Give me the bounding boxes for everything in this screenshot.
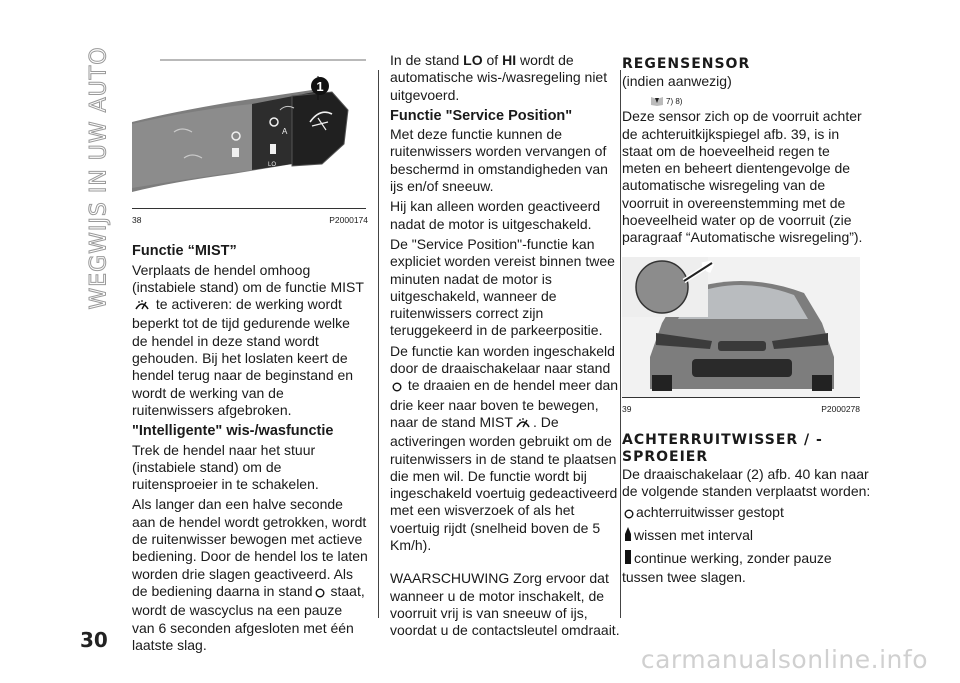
- text: In de stand: [390, 52, 464, 68]
- text: De functie kan worden ingeschakeld door de draaischakelaar naar stand: [390, 342, 615, 377]
- paragraph: De "Service Position"-functie kan expliciet worden vereist binnen twee minuten nadat de motor is uitgeschakeld, wanneer de ruitenwissers correct zijn teruggekeerd in de parkeerpositie.: [390, 235, 615, 339]
- text: wordt de automatische wis-/wasregeling niet uitgevoerd.: [390, 52, 608, 103]
- text: te draaien en de hendel meer dan drie keer naar boven te bewegen, naar de stand MIST: [390, 377, 619, 430]
- wiper-stalk-illustration: [132, 52, 366, 202]
- interval-bar-icon: [624, 526, 632, 546]
- page-number: 30: [80, 628, 108, 652]
- text: Als langer dan een halve seconde aan de hendel wordt getrokken, wordt de ruitenwisser bewogen met actieve bediening. Door de hendel los te laten worden drie slagen geactiveerd. Als de bediening daarna in stand: [132, 496, 368, 599]
- figure-code: P2000278: [821, 403, 860, 414]
- paragraph: Deze sensor zich op de voorruit achter de achteruitkijkspiegel afb. 39, is in staat om de hoeveelheid regen te meten en beheert dientengevolge de automatische wisregeling van de voorruit in overeenstemming met de hoeveelheid water op de voorruit (zie paragraaf “Automatische wisregeling”).: [622, 108, 863, 246]
- lever-lo-label: LO: [268, 162, 277, 168]
- left-column: [132, 52, 368, 657]
- heading-service-position: Functie "Service Position": [390, 107, 573, 124]
- svg-text:A: A: [282, 127, 288, 136]
- paragraph: De draaischakelaar (2) afb. 40 kan naar de volgende standen verplaatst worden:: [622, 465, 871, 500]
- side-section-title: [84, 48, 114, 308]
- text: of: [482, 52, 503, 68]
- list-item: [622, 549, 872, 587]
- mist-wiper-icon: [134, 298, 150, 315]
- figure-38-caption: [132, 212, 368, 229]
- text: te activeren: de werking wordt beperkt tot de tijd gedurende welke de hendel in deze stand wordt gehouden. Bij het loslaten keert de hendel terug naar de beginstand en wordt de werking van de ruitenwissers afgebroken.: [132, 296, 354, 418]
- list-item: [622, 526, 872, 546]
- heading-rain-sensor: REGENSENSOR: [622, 56, 751, 72]
- text: achterruitwisser gestopt: [636, 503, 784, 520]
- watermark: carmanualsonline.info: [640, 645, 928, 674]
- paragraph: [132, 262, 368, 420]
- car-front-photo: [622, 257, 860, 397]
- callout-1-label: 1: [316, 79, 324, 94]
- paragraph: Hij kan alleen worden geactiveerd nadat de motor is uitgeschakeld.: [390, 198, 601, 232]
- column-divider: [378, 70, 379, 618]
- figure-number: 38: [132, 215, 142, 225]
- reference-notes: 7) 8): [666, 97, 683, 107]
- heading-mist: Functie “MIST”: [132, 243, 237, 260]
- lo-label: LO: [463, 52, 483, 68]
- text: . De activeringen worden gebruikt om de ruitenwissers in de stand te plaatsen die men wil. De functie wordt bij ingeschakeld voertuig gedeactiveerd met een wisverzoek of als het voertuig rijdt (snelheid boven de 5 Km/h).: [390, 413, 618, 554]
- text: Verplaats de hendel omhoog (instabiele stand) om de functie MIST: [132, 261, 364, 295]
- figure-38: [132, 52, 366, 209]
- paragraph: [390, 343, 620, 555]
- subheading: (indien aanwezig): [622, 73, 732, 89]
- text: wissen met interval: [634, 526, 754, 543]
- heading-rear-wiper: ACHTERRUITWISSER / - SPROEIER: [622, 431, 823, 465]
- warning-paragraph: WAARSCHUWING Zorg ervoor dat wanneer u de motor inschakelt, de voorruit vrij is van sneeuw of ijs, voordat u de contactsleutel omdraait.: [390, 570, 620, 639]
- figure-code: P2000174: [329, 215, 368, 225]
- heading-intelligent-wash: "Intelligente" wis-/wasfunctie: [132, 423, 334, 440]
- paragraph: [132, 496, 368, 654]
- paragraph: Trek de hendel naar het stuur (instabiele stand) om de ruitensproeier in te schakelen.: [132, 441, 319, 493]
- sensor-detail-circle: [636, 261, 688, 313]
- paragraph: [390, 52, 620, 104]
- off-circle-icon: [392, 379, 402, 396]
- column-divider: [620, 70, 621, 618]
- middle-column: [390, 52, 620, 643]
- text: staat, wordt de wascyclus na een pauze van 6 seconden afgesloten met één laatste slag.: [132, 582, 365, 653]
- off-circle-icon: [315, 585, 325, 602]
- continuous-bar-icon: [624, 549, 632, 569]
- text: continue werking, zonder pauze tussen twee slagen.: [622, 550, 832, 586]
- figure-39: [622, 257, 860, 398]
- hi-label: HI: [502, 52, 517, 68]
- paragraph: Met deze functie kunnen de ruitenwissers worden vervangen of beschermd in omstandigheden van ijs en/of sneeuw.: [390, 126, 608, 195]
- right-column: [622, 52, 872, 590]
- figure-number: 39: [622, 403, 632, 414]
- side-title-text: WEGWIJS IN UW AUTO: [86, 46, 112, 310]
- off-circle-icon: [624, 506, 634, 523]
- list-item: [622, 504, 872, 523]
- reference-row: [648, 91, 872, 105]
- mist-wiper-icon: [515, 416, 531, 433]
- figure-39-caption: [622, 401, 860, 418]
